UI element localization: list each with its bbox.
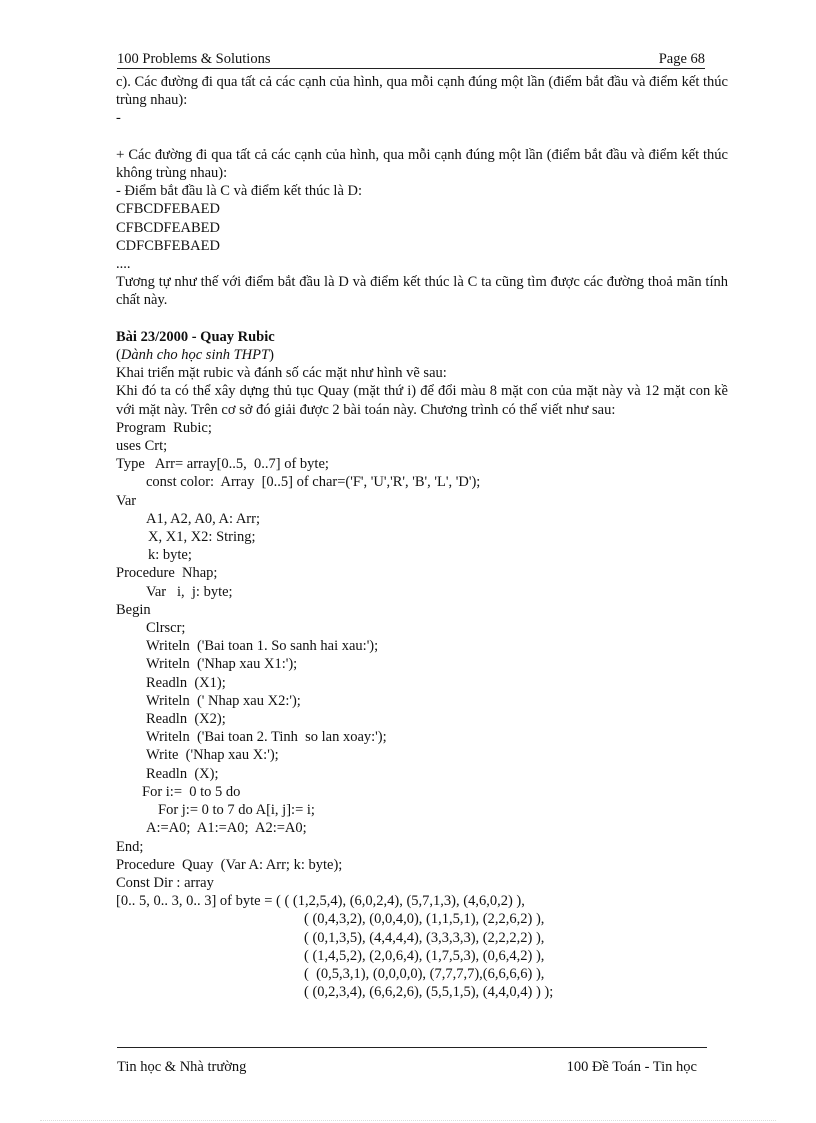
code-line: Writeln (' Nhap xau X2:'); xyxy=(146,692,301,709)
code-line: ( (0,5,3,1), (0,0,0,0), (7,7,7,7),(6,6,6,6) ), xyxy=(304,965,545,982)
code-line: ( (0,2,3,4), (6,6,2,6), (5,5,1,5), (4,4,0,4) ) ); xyxy=(304,984,554,1001)
ellipsis: .... xyxy=(116,256,131,273)
audience-text: Dành cho học sinh THPT xyxy=(120,347,270,364)
section-c-intro: c). Các đường đi qua tất cả các cạnh của hình, qua mỗi cạnh đúng một lần (điểm bắt đầu và điểm kết thúc trùng nhau): xyxy=(116,74,728,109)
code-line: Procedure Quay (Var A: Arr; k: byte); xyxy=(116,856,343,873)
path-item: CDFCBFEBAED xyxy=(116,237,220,254)
code-line: Readln (X2); xyxy=(146,711,226,728)
footer-left: Tin học & Nhà trường xyxy=(117,1059,247,1075)
problem-intro-2: Khi đó ta có thể xây dựng thủ tục Quay (mặt thứ i) để đổi màu 8 mặt con của mặt này và 12 mặt con kề với mặt này. Trên cơ sở đó giải được 2 bài toán này. Chương trình có thể viết như sau: xyxy=(116,383,728,418)
code-line: [0.. 5, 0.. 3, 0.. 3] of byte = ( ( (1,2,5,4), (6,0,2,4), (5,7,1,3), (4,6,0,2) ), xyxy=(116,893,525,910)
code-line: Begin xyxy=(116,601,151,618)
section-c-start-end: - Điểm bắt đầu là C và điểm kết thúc là D: xyxy=(116,183,363,200)
code-line: Writeln ('Bai toan 2. Tinh so lan xoay:'); xyxy=(146,729,387,746)
plus-sign: + xyxy=(116,146,125,163)
footer-rule xyxy=(117,1047,707,1048)
code-line: uses Crt; xyxy=(116,438,168,455)
code-line: A:=A0; A1:=A0; A2:=A0; xyxy=(146,820,307,837)
code-line: For i:= 0 to 5 do xyxy=(142,783,241,800)
code-line: ( (0,1,3,5), (4,4,4,4), (3,3,3,3), (2,2,2,2) ), xyxy=(304,929,545,946)
paren-open: ( xyxy=(116,347,121,364)
section-c-second-text: Các đường đi qua tất cả các cạnh của hình, qua mỗi cạnh đúng một lần (điểm bắt đầu và điểm kết thúc không trùng nhau): xyxy=(116,146,728,181)
page-header xyxy=(117,50,705,69)
code-line: Readln (X1); xyxy=(146,674,226,691)
spacer xyxy=(116,128,728,146)
code-line: Procedure Nhap; xyxy=(116,565,218,582)
code-line: Writeln ('Nhap xau X1:'); xyxy=(146,656,298,673)
code-line: A1, A2, A0, A: Arr; xyxy=(146,510,260,527)
section-c-dash: - xyxy=(116,110,121,127)
header-title: 100 Problems & Solutions xyxy=(117,51,271,67)
code-line: Const Dir : array xyxy=(116,874,214,891)
problem-audience xyxy=(116,346,728,364)
section-c-similar: Tương tự như thế với điểm bắt đầu là D và điểm kết thúc là C ta cũng tìm được các đường thoả mãn tính chất này. xyxy=(116,274,728,309)
paren-close: ) xyxy=(269,347,274,364)
path-item: CFBCDFEABED xyxy=(116,219,220,236)
path-item: CFBCDFEBAED xyxy=(116,201,220,218)
code-line: ( (0,4,3,2), (0,0,4,0), (1,1,5,1), (2,2,6,2) ), xyxy=(304,911,545,928)
code-line: Program Rubic; xyxy=(116,419,212,436)
code-line: Writeln ('Bai toan 1. So sanh hai xau:'); xyxy=(146,638,379,655)
spacer xyxy=(116,310,728,328)
code-line: Readln (X); xyxy=(146,765,219,782)
code-line: Var i, j: byte; xyxy=(146,583,233,600)
page-edge-dots xyxy=(40,1120,776,1121)
code-line: Clrscr; xyxy=(146,620,186,637)
code-line: Write ('Nhap xau X:'); xyxy=(146,747,279,764)
header-page-number: Page 68 xyxy=(658,51,705,67)
code-line: X, X1, X2: String; xyxy=(148,529,256,546)
problem-title: Bài 23/2000 - Quay Rubic xyxy=(116,328,275,345)
code-line: k: byte; xyxy=(148,547,192,564)
code-line: End; xyxy=(116,838,144,855)
problem-intro-1: Khai triển mặt rubic và đánh số các mặt như hình vẽ sau: xyxy=(116,365,447,382)
code-line: Type Arr= array[0..5, 0..7] of byte; xyxy=(116,456,329,473)
code-line: ( (1,4,5,2), (2,0,6,4), (1,7,5,3), (0,6,4,2) ), xyxy=(304,947,545,964)
section-c-second-intro xyxy=(116,146,728,182)
code-line: For j:= 0 to 7 do A[i, j]:= i; xyxy=(158,802,315,819)
code-line: Var xyxy=(116,492,137,509)
footer-right: 100 Đề Toán - Tin học xyxy=(566,1059,697,1075)
document-body xyxy=(116,73,728,1001)
code-block xyxy=(116,419,728,1002)
code-line: const color: Array [0..5] of char=('F', 'U','R', 'B', 'L', 'D'); xyxy=(146,474,481,491)
